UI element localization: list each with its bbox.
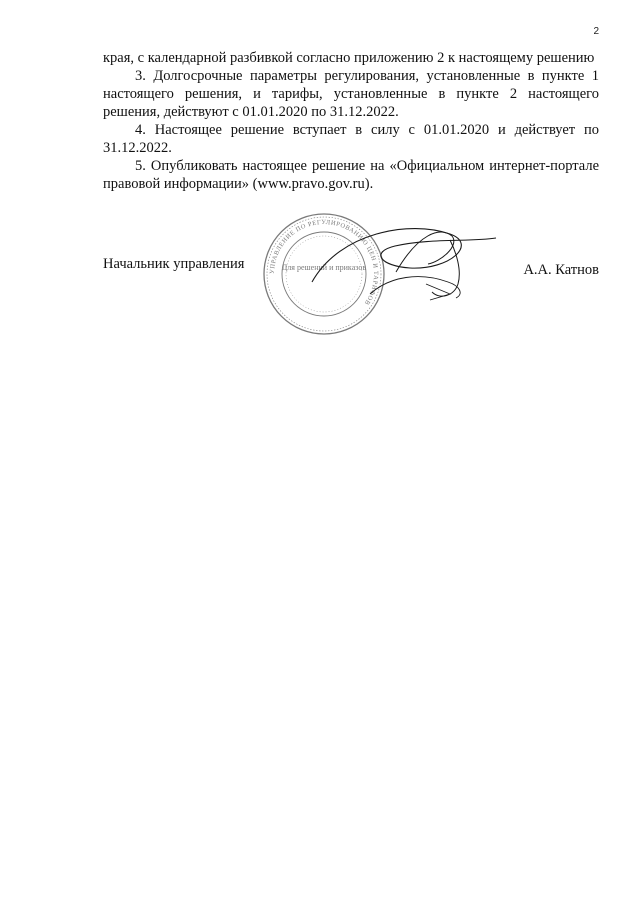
paragraph-continuation: края, с календарной разбивкой согласно приложению 2 к настоящему решению xyxy=(103,50,595,66)
handwritten-signature xyxy=(300,212,500,322)
page-number: 2 xyxy=(593,26,599,37)
paragraph-4: 4. Настоящее решение вступает в силу с 01.01.2020 и действует по 31.12.2022. xyxy=(103,122,599,156)
paragraph-5: 5. Опубликовать настоящее решение на «Официальном интернет-портале правовой информации» (www.pravo.gov.ru). xyxy=(103,158,599,192)
signatory-name: А.А. Катнов xyxy=(523,262,599,278)
signatory-title: Начальник управления xyxy=(103,256,245,272)
paragraph-3: 3. Долгосрочные параметры регулирования, установленные в пункте 1 настоящего решения, и тарифы, установленные в пункте 2 настоящего решения, действуют с 01.01.2020 по 31.12.2022. xyxy=(103,68,599,120)
seal-ring-text: УПРАВЛЕНИЕ ПО РЕГУЛИРОВАНИЮ ЦЕН И ТАРИФОВ xyxy=(268,218,380,307)
seal-center-text: Для решений и приказов xyxy=(281,263,367,272)
document-body xyxy=(103,49,599,193)
